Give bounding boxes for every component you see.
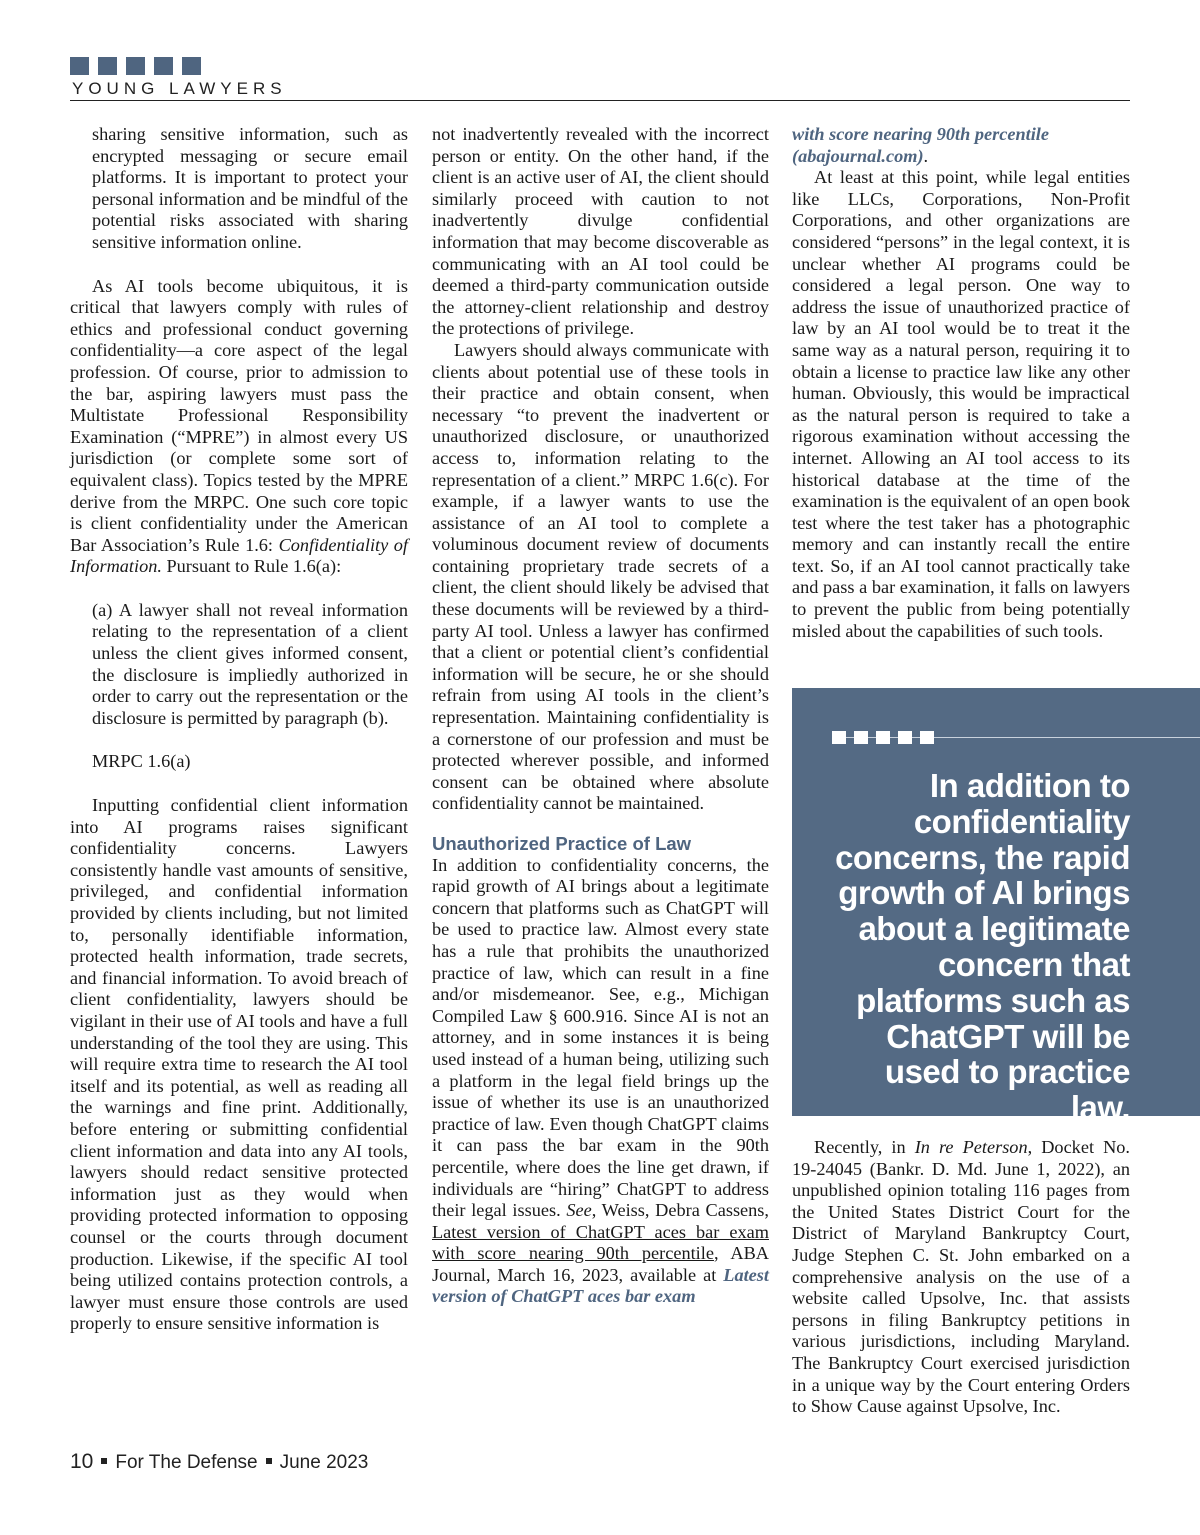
pull-quote-text: In addition to confidentiality concerns, the rapid growth of AI brings about a legitimate concern that platforms such as ChatGPT will be used to practice law.: [835, 767, 1130, 1127]
section-heading: Unauthorized Practice of Law: [432, 833, 692, 854]
paragraph: Recently, in In re Peterson, Docket No. 19-24045 (Bankr. D. Md. June 1, 2022), an unpublished opinion totaling 116 pages from the United States District Court for the District of Maryland Bankruptcy Court, Judge Stephen C. St. John embarked on a comprehensive analysis on the use of a website called Upsolve, Inc. that assists persons in filing Bankruptcy petitions in various jurisdictions, including Maryland. The Bankruptcy Court exercised jurisdiction in a unique way by the Court entering Orders to Show Cause against Upsolve, Inc.: [792, 1137, 1130, 1417]
quote-citation: MRPC 1.6(a): [92, 751, 191, 772]
section-label: YOUNG LAWYERS: [72, 79, 287, 98]
paragraph: sharing sensitive information, such as encrypted messaging or secure email platforms. It is important to protect your personal information and be mindful of the potential risks associated with sharing sensitive information online.: [92, 124, 408, 252]
paragraph: In addition to confidentiality concerns, the rapid growth of AI brings about a legitimate concern that platforms such as ChatGPT will be used to practice law. Almost every state has a rule that prohibits the unauthorized practice of law, which can result in a fine and/or misdemeanor. See, e.g., Michigan Compiled Law § 600.916. Since AI is not an attorney, and in some instances it is being used instead of a human being, utilizing such a platform in the legal field brings up the issue of whether its use is an unauthorized practice of law. Even though ChatGPT claims it can pass the bar exam in the 90th percentile, where does the line get drawn, if individuals are “hiring” ChatGPT to address their legal issues. See, Weiss, Debra Cassens, Latest version of ChatGPT aces bar exam with score nearing 90th percentile, ABA Journal, March 16, 2023, available at Latest version of ChatGPT aces bar exam: [432, 854, 770, 1307]
column-3-lower: [792, 1137, 1130, 1418]
paragraph: At least at this point, while legal entities like LLCs, Corporations, Non-Profit Corporations, and other organizations are considered “persons” in the legal context, it is unclear whether AI programs could be considered a legal person. One way to address the issue of unauthorized practice of law by an AI tool would be to treat it the same way as a natural person, requiring it to obtain a license to practice law like any other human. Obviously, this would be impractical as the natural person is required to take a rigorous examination without accessing the internet. Allowing an AI tool access to its historical database at the time of the examination is the equivalent of an open book test where the test taker has a photographic memory and can instantly recall the entire text. So, if an AI tool cannot practically take and pass a bar examination, it falls on lawyers to prevent the public from being potentially misled about the capabilities of such tools.: [792, 167, 1130, 641]
column-2: [432, 124, 769, 1308]
header-squares: [70, 57, 1130, 75]
article-url-link[interactable]: Latest version of ChatGPT aces bar exam: [432, 1264, 769, 1307]
article-url-link-continued[interactable]: with score nearing 90th percentile (abajournal.com): [792, 124, 1049, 166]
column-1: [70, 124, 408, 1335]
paragraph: As AI tools become ubiquitous, it is critical that lawyers comply with rules of ethics and professional conduct governing confidentiality—a core aspect of the legal profession. Of course, prior to admission to the bar, aspiring lawyers must pass the Multistate Professional Responsibility Examination (“MPRE”) in almost every US jurisdiction (or complete some sort of equivalent class). Topics tested by the MPRE derive from the MRPC. One such core topic is client confidentiality under the American Bar Association’s Rule 1.6: Confidentiality of Information. Pursuant to Rule 1.6(a):: [70, 275, 409, 577]
paragraph: with score nearing 90th percentile (abajournal.com).: [792, 124, 1049, 166]
paragraph: not inadvertently revealed with the incorrect person or entity. On the other hand, if the client is an active user of AI, the client should similarly proceed with caution to not inadvertently divulge confidential information that may become discoverable as communicating with an AI tool could be deemed a third-party communication outside the attorney-client relationship and destroy the protections of privilege.: [432, 124, 769, 339]
paragraph: Inputting confidential client information into AI programs raises significant confidentiality concerns. Lawyers consistently handle vast amounts of sensitive, privileged, and confidential information provided by clients including, but not limited to, personally identifiable information, protected health information, trade secrets, and financial information. To avoid breach of client confidentiality, lawyers should be vigilant in their use of AI tools and have a full understanding of the tool they are using. This will require extra time to research the AI tool itself and its potential, as well as reading all the warnings and fine print. Additionally, before entering or submitting confidential client information and data into any AI tools, lawyers should redact sensitive protected information just as they would when providing protected information to opposing counsel or the courts through document production. Likewise, if the specific AI tool being utilized contains protection controls, a lawyer must ensure those controls are used properly to ensure sensitive information is: [70, 795, 408, 1334]
pull-quote-squares: [832, 731, 934, 744]
pull-quote-box: [792, 688, 1200, 1127]
paragraph: Lawyers should always communicate with clients about potential use of these tools in their practice and obtain consent, when necessary “to prevent the inadvertent or unauthorized disclosure, or unauthorized access to, information relating to the representation of a client.” MRPC 1.6(c). For example, if a lawyer wants to use the assistance of an AI tool to complete a voluminous document review of documents containing proprietary trade secrets of a client, the client should likely be advised that these documents will be reviewed by a third-party AI tool. Unless a lawyer has confirmed that a client or potential client’s confidential information will be secure, he or she should refrain from using AI tools in the client’s representation. Maintaining confidentiality is a cornerstone of our profession and must be protected wherever possible, and informed consent can be obtained where absolute confidentiality cannot be maintained.: [432, 339, 769, 814]
article-title-link[interactable]: Latest version of ChatGPT aces bar exam with score nearing 90th percentile: [432, 1221, 769, 1264]
column-3: [792, 124, 1130, 642]
page-number: 10: [70, 1450, 94, 1473]
block-quote: (a) A lawyer shall not reveal information relating to the representation of a client unless the client gives informed consent, the disclosure is impliedly authorized in order to carry out the representation or the disclosure is permitted by paragraph (b).: [92, 599, 408, 728]
page-footer: [70, 1450, 368, 1474]
issue-date: June 2023: [279, 1452, 369, 1473]
publication-name: For The Defense: [115, 1452, 258, 1473]
header-rule: [70, 100, 1130, 101]
